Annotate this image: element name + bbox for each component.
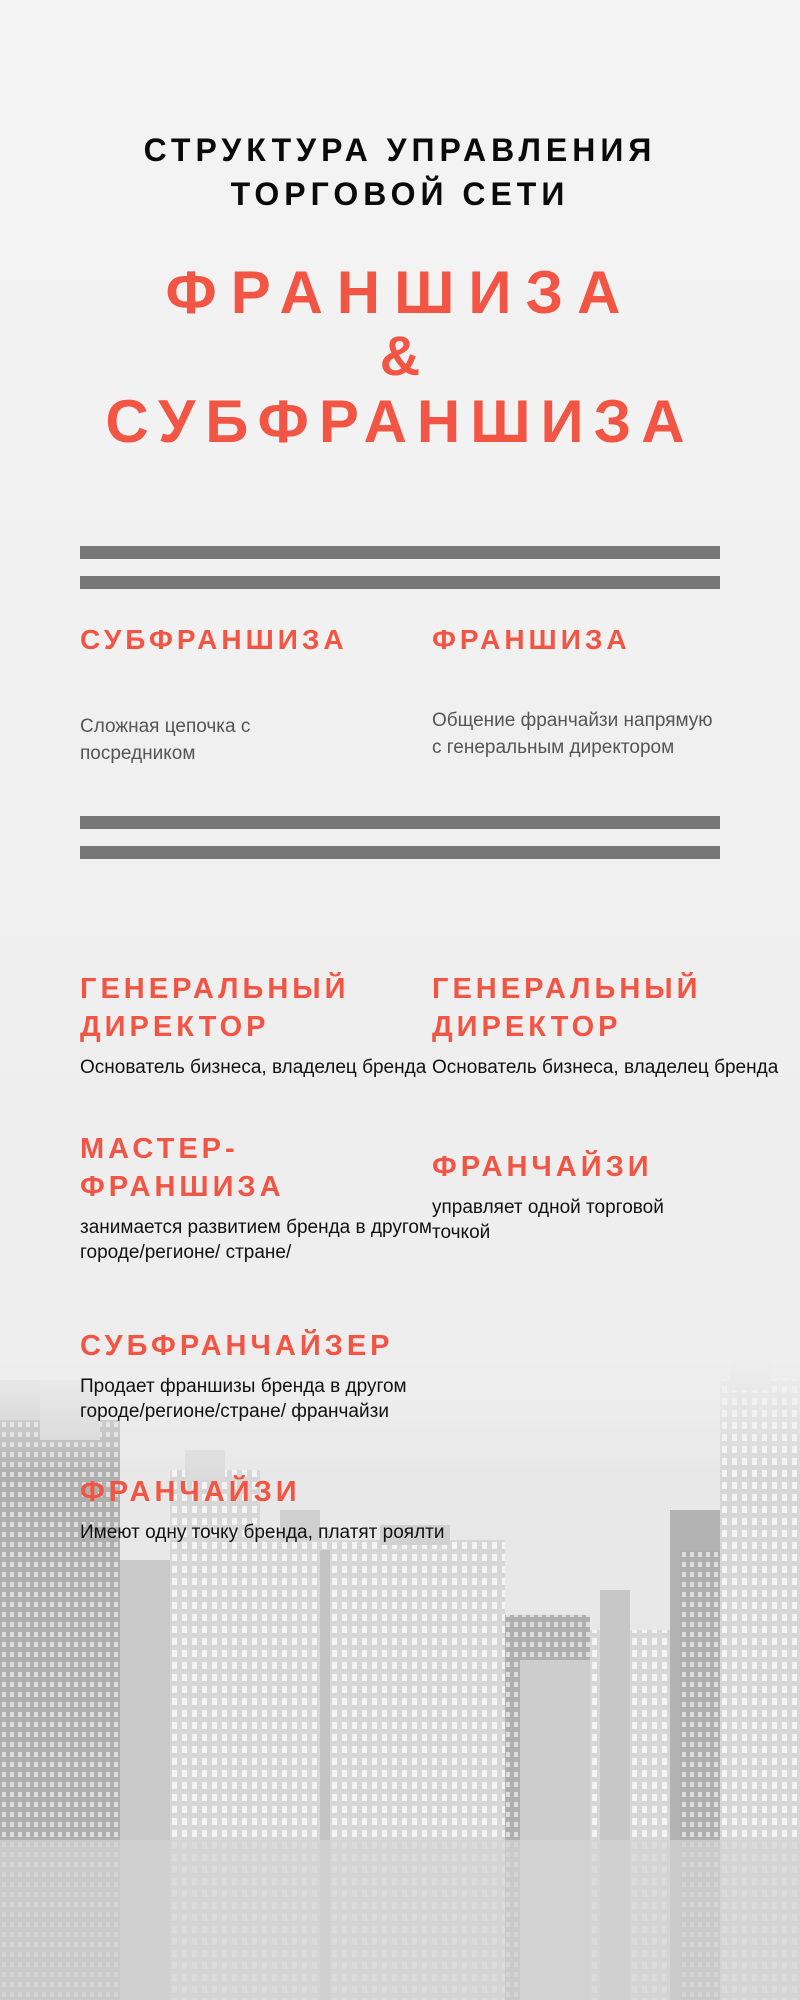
divider-bar xyxy=(80,546,720,559)
role-left-title: МАСТЕР-ФРАНШИЗА xyxy=(80,1133,285,1203)
role-right-text: управляет одной торговой точкой xyxy=(432,1197,664,1243)
divider-bar xyxy=(80,816,720,829)
role-left-title: СУБФРАНЧАЙЗЕР xyxy=(80,1330,394,1362)
role-right-text: Основатель бизнеса, владелец бренда xyxy=(432,1057,779,1078)
compare-right-text: Общение франчайзи напрямую с генеральным директором xyxy=(432,710,713,758)
compare-right-title: ФРАНШИЗА xyxy=(432,624,631,655)
hero-ampersand: & xyxy=(379,324,421,387)
role-right-title: ГЕНЕРАЛЬНЫЙ ДИРЕКТОР xyxy=(432,973,702,1043)
divider-bar xyxy=(80,846,720,859)
city-skyline-image xyxy=(0,1360,800,2000)
subtitle-line-2: ТОРГОВОЙ СЕТИ xyxy=(230,176,570,212)
compare-left-title: СУБФРАНШИЗА xyxy=(80,624,348,655)
hero-line-subfranchise: СУБФРАНШИЗА xyxy=(105,388,695,455)
hero-line-franchise: ФРАНШИЗА xyxy=(165,259,635,326)
subtitle-line-1: СТРУКТУРА УПРАВЛЕНИЯ xyxy=(143,132,657,168)
role-left-title: ФРАНЧАЙЗИ xyxy=(80,1476,301,1508)
hero-title xyxy=(0,256,800,462)
subtitle xyxy=(0,128,800,216)
role-left-text: Продает франшизы бренда в другом городе/регионе/стране/ франчайзи xyxy=(80,1376,407,1422)
role-right-title: ФРАНЧАЙЗИ xyxy=(432,1151,653,1183)
role-left-text: Имеют одну точку бренда, платят роялти xyxy=(80,1522,445,1543)
role-left-text: Основатель бизнеса, владелец бренда xyxy=(80,1057,427,1078)
role-left-text: занимается развитием бренда в другом городе/регионе/ стране/ xyxy=(80,1217,432,1263)
role-left-title: ГЕНЕРАЛЬНЫЙ ДИРЕКТОР xyxy=(80,973,350,1043)
divider-bar xyxy=(80,576,720,589)
compare-left-text: Сложная цепочка с посредником xyxy=(80,716,251,764)
